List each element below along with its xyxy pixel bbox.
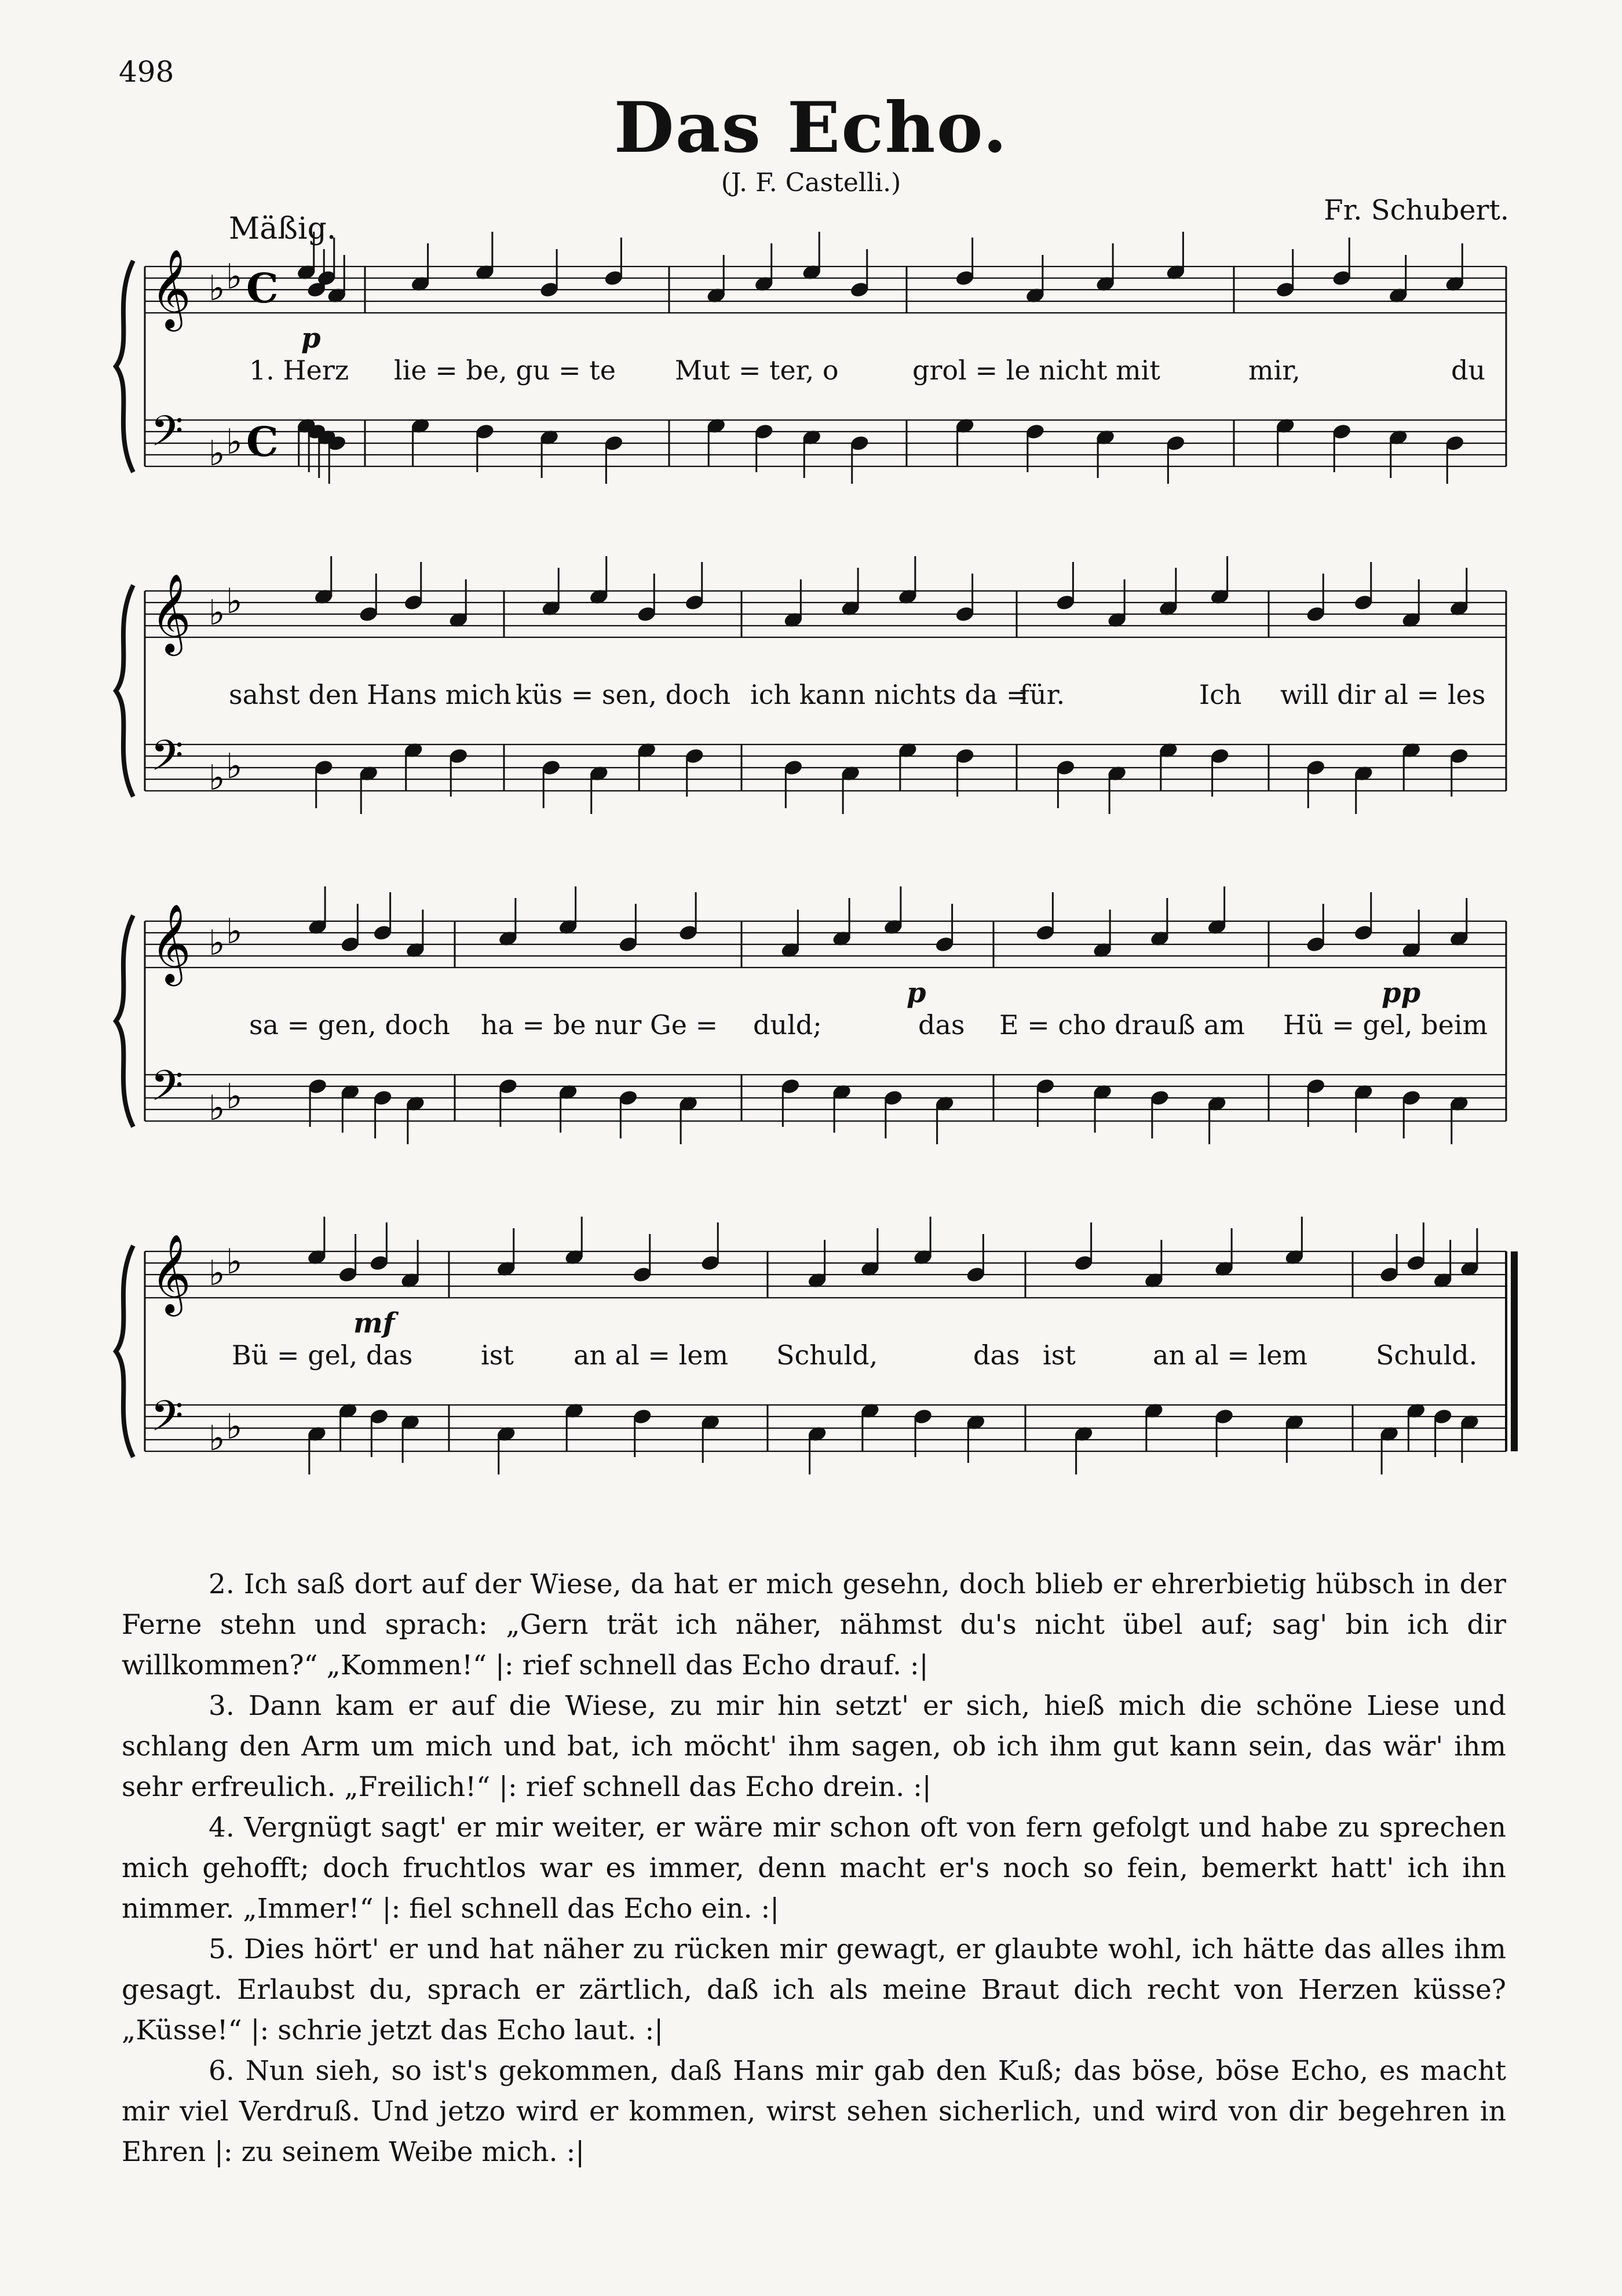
brace bbox=[116, 915, 133, 1127]
dynamic-marking: mf bbox=[353, 1307, 395, 1339]
treble-clef-icon: 𝄞 bbox=[151, 572, 191, 652]
flat-icon: ♭ bbox=[209, 1253, 225, 1294]
dynamic-marking: pp bbox=[1382, 977, 1421, 1009]
poet-credit: (J. F. Castelli.) bbox=[721, 168, 901, 198]
flat-icon: ♭ bbox=[209, 1088, 225, 1129]
bass-clef-icon: 𝄢 bbox=[151, 1061, 184, 1120]
flat-icon: ♭ bbox=[226, 257, 243, 297]
lyric-syllables: Hü = gel, beim bbox=[1283, 1009, 1488, 1041]
flat-icon: ♭ bbox=[209, 593, 225, 633]
lyric-syllables: sahst den Hans mich bbox=[229, 679, 512, 710]
bass-clef-icon: 𝄢 bbox=[151, 731, 184, 790]
bass-clef-icon: 𝄢 bbox=[151, 406, 184, 466]
lyric-syllables: küs = sen, doch bbox=[516, 679, 731, 710]
lyric-syllables: E = cho drauß am bbox=[999, 1009, 1245, 1041]
flat-icon: ♭ bbox=[209, 758, 225, 798]
lyric-syllables: grol = le nicht mit bbox=[912, 355, 1160, 386]
lyric-syllables: ist bbox=[1043, 1339, 1076, 1371]
flat-icon: ♭ bbox=[226, 422, 243, 462]
common-time-icon: C bbox=[246, 264, 279, 312]
flat-icon: ♭ bbox=[226, 911, 243, 952]
flat-icon: ♭ bbox=[209, 923, 225, 963]
lyric-syllables: ist bbox=[481, 1339, 514, 1371]
verse-5: 5. Dies hört' er und hat näher zu rücken mir gewagt, er glaubte wohl, ich hätte das alles ihm gesagt. Erlaubst du, sprach er zärtlich, daß ich als meine Braut dich recht von Herzen küsse? „Küsse!“ |: schrie jetzt das Echo laut. :| bbox=[122, 1933, 1506, 2046]
lyric-syllables: für. bbox=[1020, 679, 1065, 710]
lyric-syllables: das bbox=[918, 1009, 965, 1041]
verse-block bbox=[122, 1564, 1506, 2173]
flat-icon: ♭ bbox=[209, 433, 225, 474]
lyric-syllables: will dir al = les bbox=[1280, 679, 1486, 710]
page-number: 498 bbox=[119, 55, 174, 89]
lyric-syllables: lie = be, gu = te bbox=[394, 355, 616, 386]
verse-2: 2. Ich saß dort auf der Wiese, da hat er mich gesehn, doch blieb er ehrerbietig hübsch in der Ferne stehn und sprach: „Gern trät ich näher, nähmst du's nicht übel auf; sag' bin ich dir willkommen?“ „Kommen!“ |: rief schnell das Echo drauf. :| bbox=[122, 1568, 1506, 1681]
brace bbox=[116, 1246, 133, 1457]
brace bbox=[116, 585, 133, 797]
lyric-syllables: 1. Herz bbox=[249, 355, 349, 386]
composer-credit: Fr. Schubert. bbox=[1324, 194, 1509, 227]
lyric-syllables: mir, bbox=[1248, 355, 1300, 386]
brace bbox=[116, 261, 133, 472]
bass-clef-icon: 𝄢 bbox=[151, 1391, 184, 1451]
verse-4: 4. Vergnügt sagt' er mir weiter, er wäre mir schon oft von fern gefolgt und habe zu sprechen mich gehofft; doch fruchtlos war es immer, denn macht er's noch so fein, bemerkt hatt' ich ihn nimmer. „Immer!“ |: fiel schnell das Echo ein. :| bbox=[122, 1812, 1506, 1925]
treble-clef-icon: 𝄞 bbox=[151, 248, 191, 328]
lyric-syllables: ich kann nichts da = bbox=[750, 679, 1029, 710]
lyric-syllables: Bü = gel, das bbox=[232, 1339, 413, 1371]
lyric-syllables: das bbox=[973, 1339, 1020, 1371]
song-title: Das Echo. bbox=[613, 87, 1009, 169]
flat-icon: ♭ bbox=[226, 581, 243, 622]
lyric-syllables: Ich bbox=[1199, 679, 1242, 710]
common-time-icon: C bbox=[246, 418, 279, 466]
flat-icon: ♭ bbox=[209, 1418, 225, 1459]
flat-icon: ♭ bbox=[226, 746, 243, 787]
treble-clef-icon: 𝄞 bbox=[151, 903, 191, 983]
verse-3: 3. Dann kam er auf die Wiese, zu mir hin setzt' er sich, hieß mich die schöne Liese und schlang den Arm um mich und bat, ich möcht' ihm sagen, ob ich ihm gut kann sein, das wär' ihm sehr erfreulich. „Freilich!“ |: rief schnell das Echo drein. :| bbox=[122, 1690, 1506, 1803]
flat-icon: ♭ bbox=[209, 268, 225, 309]
treble-clef-icon: 𝄞 bbox=[151, 1233, 191, 1313]
lyric-syllables: sa = gen, doch bbox=[249, 1009, 450, 1041]
lyric-syllables: Schuld. bbox=[1376, 1339, 1478, 1371]
lyric-syllables: du bbox=[1451, 355, 1486, 386]
dynamic-marking: p bbox=[301, 322, 321, 355]
tempo-marking: Mäßig. bbox=[229, 211, 337, 246]
lyric-syllables: Mut = ter, o bbox=[675, 355, 839, 386]
lyric-syllables: ha = be nur Ge = bbox=[481, 1009, 718, 1041]
lyric-syllables: an al = lem bbox=[573, 1339, 729, 1371]
flat-icon: ♭ bbox=[226, 1242, 243, 1282]
lyric-syllables: Schuld, bbox=[776, 1339, 878, 1371]
lyric-syllables: an al = lem bbox=[1153, 1339, 1308, 1371]
flat-icon: ♭ bbox=[226, 1076, 243, 1117]
flat-icon: ♭ bbox=[226, 1407, 243, 1447]
verse-6: 6. Nun sieh, so ist's gekommen, daß Hans mir gab den Kuß; das böse, böse Echo, es macht mir viel Verdruß. Und jetzo wird er kommen, wirst sehen sicherlich, und wird von dir begehren in Ehren |: zu seinem Weibe mich. :| bbox=[122, 2055, 1506, 2168]
dynamic-marking: p bbox=[907, 977, 926, 1009]
lyric-syllables: duld; bbox=[753, 1009, 822, 1041]
